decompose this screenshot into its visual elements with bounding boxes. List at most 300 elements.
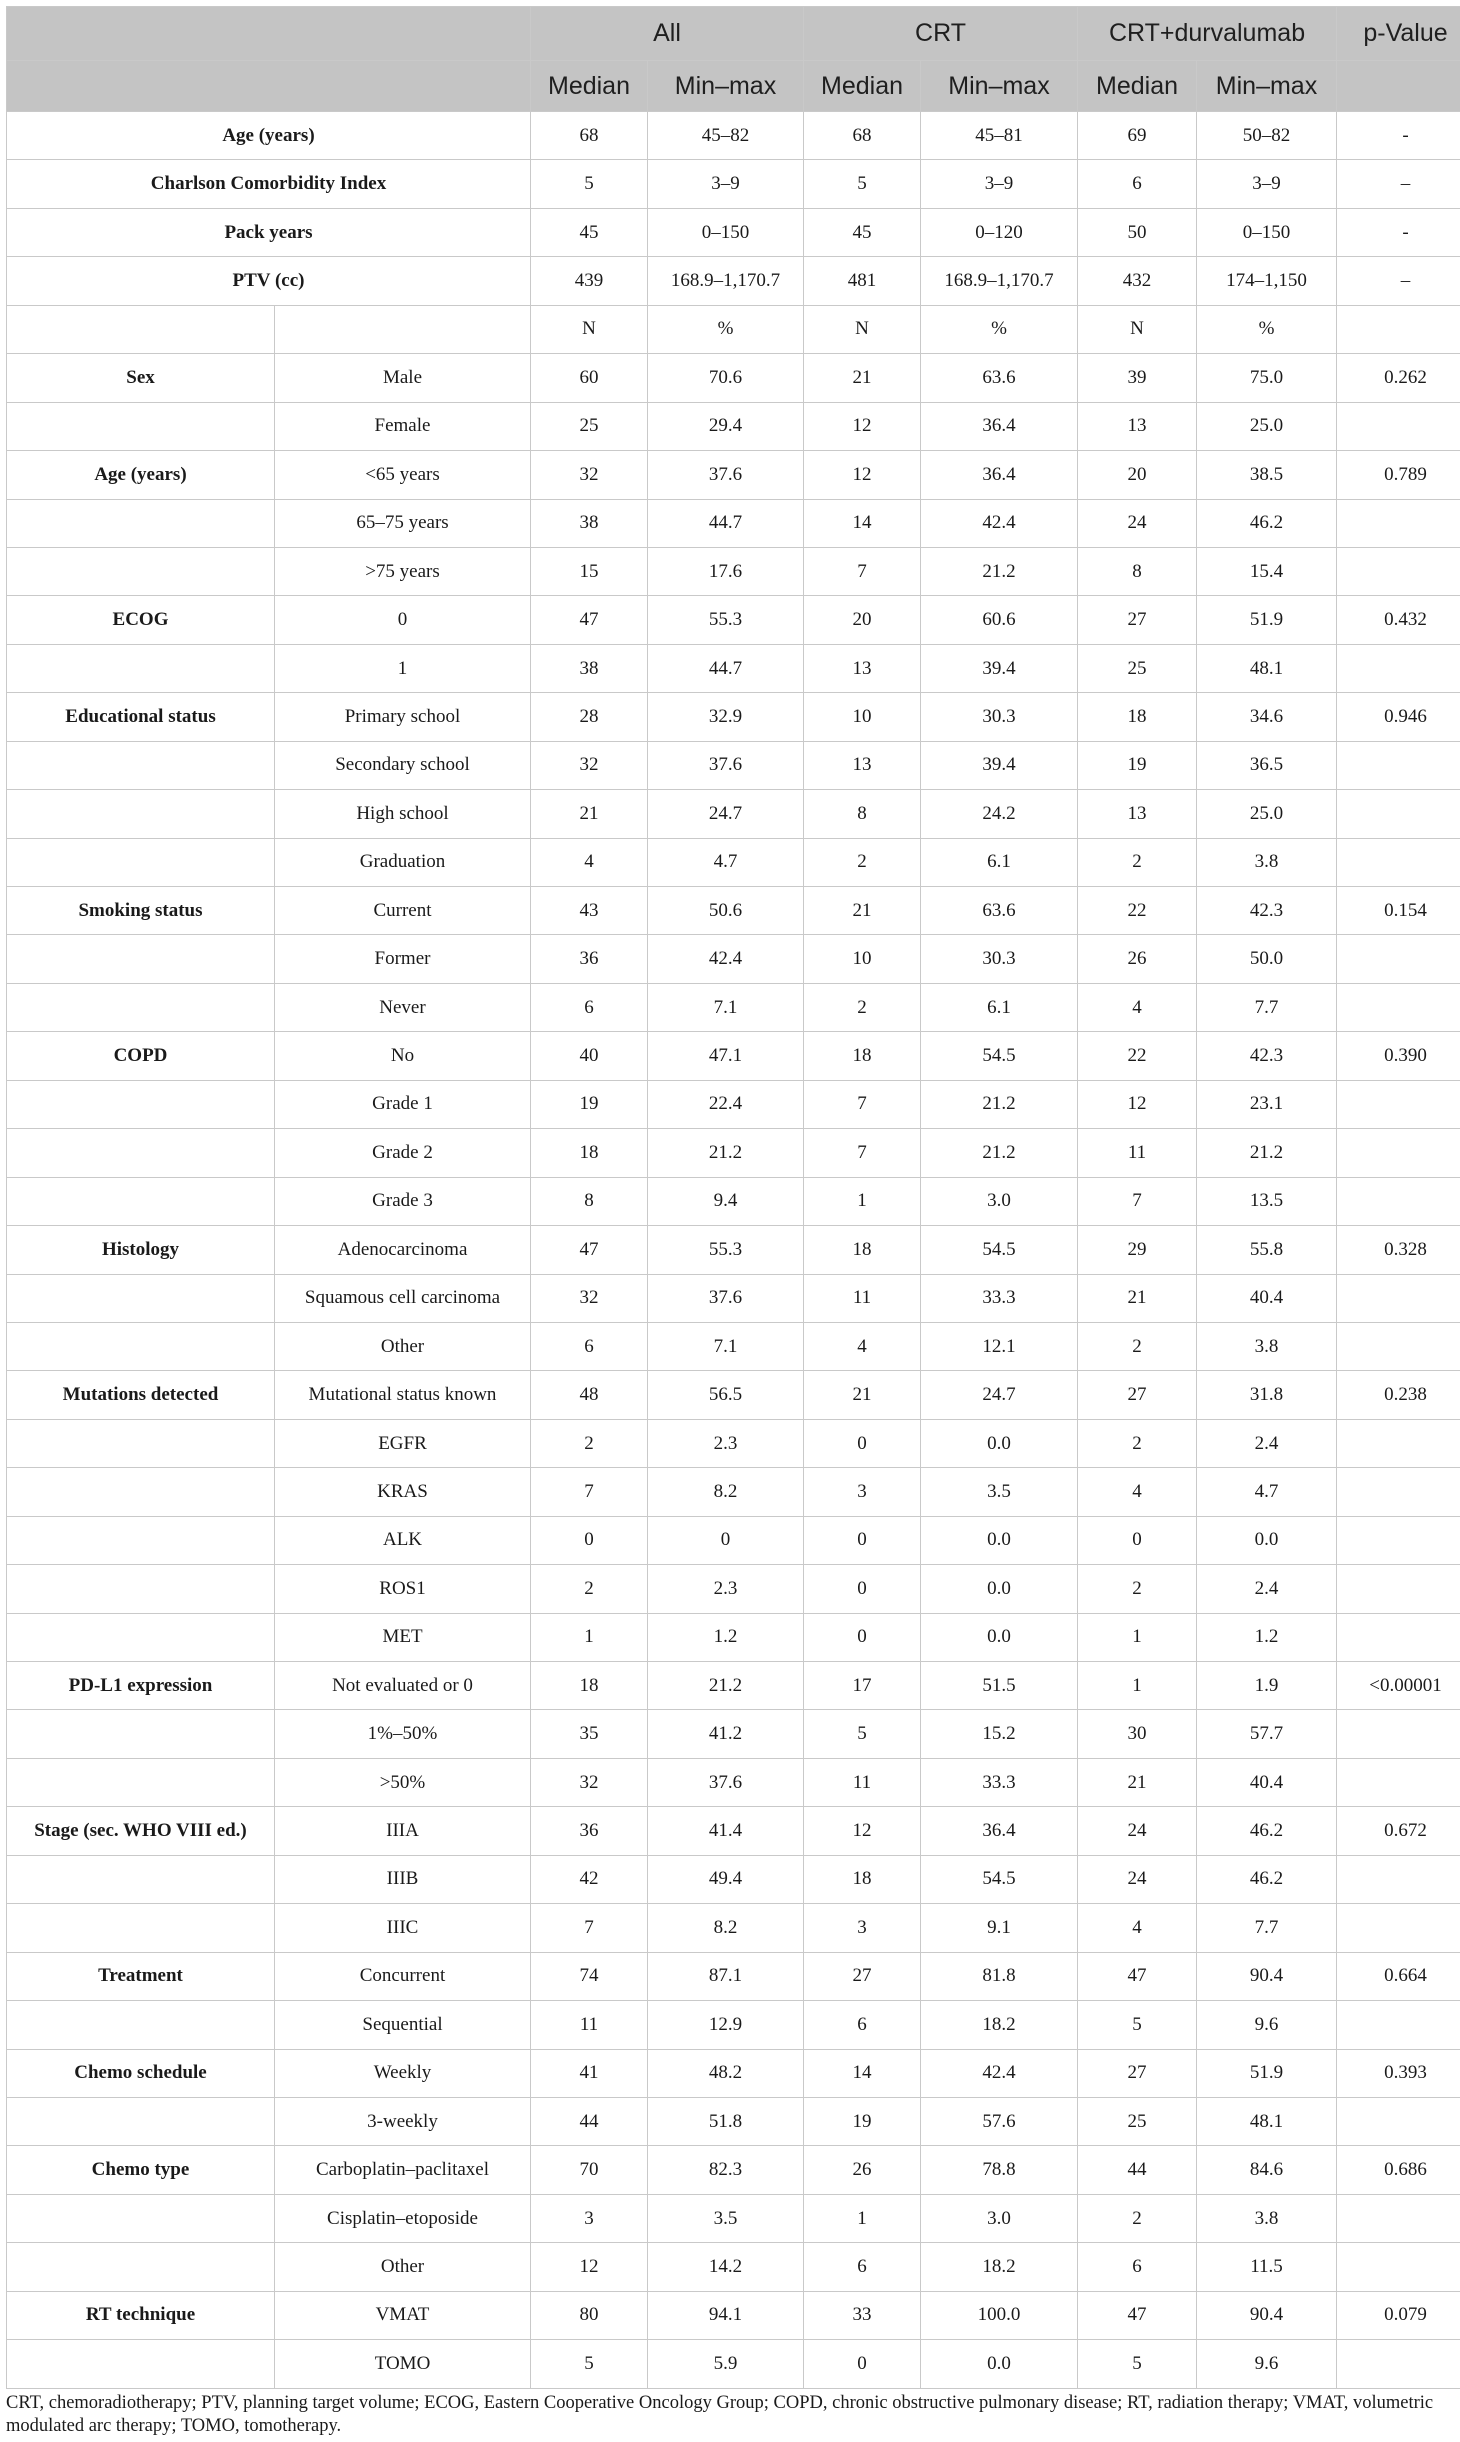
value-cell: 21: [531, 790, 648, 838]
table-row: [7, 1855, 1460, 1903]
subcategory-label: High school: [275, 790, 531, 838]
value-cell: 35: [531, 1710, 648, 1758]
table-row: [7, 2049, 1460, 2097]
value-cell: 2.4: [1197, 1565, 1337, 1613]
value-cell: 30.3: [921, 935, 1078, 983]
value-cell: 439: [531, 257, 648, 305]
subcategory-label: Primary school: [275, 693, 531, 741]
value-cell: 11.5: [1197, 2243, 1337, 2291]
value-cell: 0: [804, 1565, 921, 1613]
value-cell: 7: [804, 1080, 921, 1128]
value-cell: 39: [1078, 354, 1197, 402]
pvalue-cell: –: [1337, 160, 1460, 208]
pvalue-cell: [1337, 1758, 1460, 1806]
value-cell: 7.7: [1197, 983, 1337, 1031]
header-pvalue: p-Value: [1337, 7, 1460, 61]
value-cell: 40.4: [1197, 1758, 1337, 1806]
table-row: [7, 1516, 1460, 1564]
value-cell: 5: [531, 160, 648, 208]
empty-cell: [7, 1468, 275, 1516]
value-cell: 45–82: [648, 112, 804, 160]
value-cell: 9.6: [1197, 2001, 1337, 2049]
value-cell: 25: [531, 402, 648, 450]
category-label: RT technique: [7, 2291, 275, 2339]
value-cell: 74: [531, 1952, 648, 2000]
empty-cell: [7, 1904, 275, 1952]
table-body: [7, 112, 1460, 2389]
table-row: [7, 1710, 1460, 1758]
value-cell: 1: [1078, 1613, 1197, 1661]
value-cell: 30.3: [921, 693, 1078, 741]
table-row: [7, 451, 1460, 499]
pvalue-cell: [1337, 644, 1460, 692]
value-cell: 22: [1078, 887, 1197, 935]
value-cell: 36.4: [921, 402, 1078, 450]
header-group-crt: CRT: [804, 7, 1078, 61]
header-sub: Min–max: [648, 61, 804, 112]
value-cell: 12.9: [648, 2001, 804, 2049]
count-header-cell: N: [1078, 305, 1197, 353]
value-cell: 24.7: [648, 790, 804, 838]
pvalue-cell: [1337, 1177, 1460, 1225]
value-cell: 42.4: [648, 935, 804, 983]
empty-cell: [7, 2243, 275, 2291]
value-cell: 51.8: [648, 2097, 804, 2145]
row-label: Age (years): [7, 112, 531, 160]
value-cell: 24: [1078, 1807, 1197, 1855]
value-cell: 7: [531, 1468, 648, 1516]
pvalue-cell: –: [1337, 257, 1460, 305]
value-cell: 0.0: [921, 2340, 1078, 2388]
value-cell: 42: [531, 1855, 648, 1903]
subcategory-label: Mutational status known: [275, 1371, 531, 1419]
pvalue-cell: [1337, 1080, 1460, 1128]
value-cell: 9.1: [921, 1904, 1078, 1952]
category-label: Sex: [7, 354, 275, 402]
value-cell: 8: [804, 790, 921, 838]
pvalue-cell: 0.079: [1337, 2291, 1460, 2339]
value-cell: 48.1: [1197, 644, 1337, 692]
value-cell: 5: [1078, 2001, 1197, 2049]
value-cell: 18: [531, 1129, 648, 1177]
value-cell: 3.8: [1197, 838, 1337, 886]
value-cell: 68: [531, 112, 648, 160]
median-row: [7, 208, 1460, 256]
value-cell: 24: [1078, 1855, 1197, 1903]
value-cell: 40: [531, 1032, 648, 1080]
header-sub-row: [7, 61, 1460, 112]
value-cell: 27: [1078, 596, 1197, 644]
subcategory-label: Grade 2: [275, 1129, 531, 1177]
value-cell: 18.2: [921, 2243, 1078, 2291]
value-cell: 29: [1078, 1226, 1197, 1274]
value-cell: 8.2: [648, 1904, 804, 1952]
value-cell: 1.2: [648, 1613, 804, 1661]
table-row: [7, 2097, 1460, 2145]
header-sub: Median: [531, 61, 648, 112]
value-cell: 55.8: [1197, 1226, 1337, 1274]
value-cell: 21.2: [921, 1080, 1078, 1128]
count-header-row: [7, 305, 1460, 353]
subcategory-label: Grade 3: [275, 1177, 531, 1225]
value-cell: 6: [1078, 160, 1197, 208]
value-cell: 57.6: [921, 2097, 1078, 2145]
subcategory-label: Carboplatin–paclitaxel: [275, 2146, 531, 2194]
table-row: [7, 693, 1460, 741]
value-cell: 4: [1078, 1904, 1197, 1952]
value-cell: 5: [531, 2340, 648, 2388]
value-cell: 20: [1078, 451, 1197, 499]
table-row: [7, 644, 1460, 692]
value-cell: 44.7: [648, 644, 804, 692]
value-cell: 36: [531, 1807, 648, 1855]
pvalue-cell: [1337, 1419, 1460, 1467]
value-cell: 2: [1078, 838, 1197, 886]
value-cell: 7: [804, 1129, 921, 1177]
pvalue-cell: [1337, 983, 1460, 1031]
subcategory-label: Concurrent: [275, 1952, 531, 2000]
value-cell: 19: [531, 1080, 648, 1128]
table-row: [7, 547, 1460, 595]
empty-cell: [275, 305, 531, 353]
subcategory-label: Grade 1: [275, 1080, 531, 1128]
value-cell: 60.6: [921, 596, 1078, 644]
value-cell: 33.3: [921, 1274, 1078, 1322]
value-cell: 2: [531, 1565, 648, 1613]
value-cell: 4: [1078, 1468, 1197, 1516]
value-cell: 3.0: [921, 1177, 1078, 1225]
value-cell: 8: [1078, 547, 1197, 595]
value-cell: 55.3: [648, 596, 804, 644]
value-cell: 10: [804, 935, 921, 983]
value-cell: 3.8: [1197, 1322, 1337, 1370]
category-label: Treatment: [7, 1952, 275, 2000]
table-row: [7, 1129, 1460, 1177]
value-cell: 25: [1078, 644, 1197, 692]
subcategory-label: 1: [275, 644, 531, 692]
value-cell: 21: [1078, 1758, 1197, 1806]
value-cell: 10: [804, 693, 921, 741]
value-cell: 70.6: [648, 354, 804, 402]
value-cell: 90.4: [1197, 2291, 1337, 2339]
empty-cell: [7, 1710, 275, 1758]
empty-cell: [7, 2340, 275, 2388]
value-cell: 0–120: [921, 208, 1078, 256]
value-cell: 3: [531, 2194, 648, 2242]
value-cell: 54.5: [921, 1226, 1078, 1274]
value-cell: 1: [804, 1177, 921, 1225]
subcategory-label: 0: [275, 596, 531, 644]
value-cell: 25.0: [1197, 402, 1337, 450]
subcategory-label: 1%–50%: [275, 1710, 531, 1758]
pvalue-cell: 0.789: [1337, 451, 1460, 499]
value-cell: 37.6: [648, 741, 804, 789]
value-cell: 57.7: [1197, 1710, 1337, 1758]
value-cell: 46.2: [1197, 1807, 1337, 1855]
value-cell: 6: [804, 2001, 921, 2049]
value-cell: 0.0: [921, 1565, 1078, 1613]
value-cell: 15.4: [1197, 547, 1337, 595]
value-cell: 31.8: [1197, 1371, 1337, 1419]
value-cell: 8: [531, 1177, 648, 1225]
value-cell: 13.5: [1197, 1177, 1337, 1225]
value-cell: 36.4: [921, 1807, 1078, 1855]
value-cell: 54.5: [921, 1032, 1078, 1080]
value-cell: 25: [1078, 2097, 1197, 2145]
table-row: [7, 2243, 1460, 2291]
value-cell: 17.6: [648, 547, 804, 595]
value-cell: 2: [1078, 1419, 1197, 1467]
value-cell: 12: [1078, 1080, 1197, 1128]
value-cell: 24.2: [921, 790, 1078, 838]
value-cell: 41: [531, 2049, 648, 2097]
pvalue-cell: 0.672: [1337, 1807, 1460, 1855]
value-cell: 37.6: [648, 1274, 804, 1322]
header-sub: Min–max: [1197, 61, 1337, 112]
subcategory-label: IIIB: [275, 1855, 531, 1903]
value-cell: 12.1: [921, 1322, 1078, 1370]
subcategory-label: Sequential: [275, 2001, 531, 2049]
value-cell: 0: [804, 1613, 921, 1661]
value-cell: 0.0: [921, 1613, 1078, 1661]
value-cell: 24.7: [921, 1371, 1078, 1419]
table-row: [7, 596, 1460, 644]
value-cell: 21: [804, 354, 921, 402]
value-cell: 80: [531, 2291, 648, 2339]
value-cell: 32: [531, 741, 648, 789]
empty-cell: [7, 1758, 275, 1806]
table-row: [7, 499, 1460, 547]
value-cell: 3: [804, 1904, 921, 1952]
value-cell: 168.9–1,170.7: [921, 257, 1078, 305]
value-cell: 21: [804, 887, 921, 935]
table-row: [7, 2291, 1460, 2339]
value-cell: 40.4: [1197, 1274, 1337, 1322]
table-row: [7, 1371, 1460, 1419]
pvalue-cell: 0.664: [1337, 1952, 1460, 2000]
empty-cell: [7, 1080, 275, 1128]
value-cell: 4: [1078, 983, 1197, 1031]
value-cell: 2.3: [648, 1419, 804, 1467]
value-cell: 17: [804, 1662, 921, 1710]
pvalue-cell: 0.946: [1337, 693, 1460, 741]
value-cell: 27: [1078, 2049, 1197, 2097]
pvalue-cell: 0.154: [1337, 887, 1460, 935]
empty-cell: [7, 1419, 275, 1467]
value-cell: 9.4: [648, 1177, 804, 1225]
value-cell: 3: [804, 1468, 921, 1516]
empty-cell: [7, 741, 275, 789]
value-cell: 11: [804, 1758, 921, 1806]
value-cell: 13: [804, 644, 921, 692]
value-cell: 1.9: [1197, 1662, 1337, 1710]
empty-cell: [7, 1322, 275, 1370]
value-cell: 0: [648, 1516, 804, 1564]
value-cell: 4.7: [1197, 1468, 1337, 1516]
value-cell: 174–1,150: [1197, 257, 1337, 305]
value-cell: 0.0: [1197, 1516, 1337, 1564]
value-cell: 2: [531, 1419, 648, 1467]
empty-cell: [7, 1129, 275, 1177]
value-cell: 481: [804, 257, 921, 305]
table-row: [7, 1904, 1460, 1952]
header-corner: [7, 7, 531, 61]
value-cell: 47: [1078, 2291, 1197, 2339]
value-cell: 12: [804, 451, 921, 499]
pvalue-cell: [1337, 1322, 1460, 1370]
value-cell: 9.6: [1197, 2340, 1337, 2388]
value-cell: 26: [1078, 935, 1197, 983]
subcategory-label: IIIA: [275, 1807, 531, 1855]
header-group-all: All: [531, 7, 804, 61]
value-cell: 21.2: [921, 1129, 1078, 1177]
table-row: [7, 1177, 1460, 1225]
empty-cell: [7, 2001, 275, 2049]
value-cell: 27: [804, 1952, 921, 2000]
value-cell: 7: [804, 547, 921, 595]
value-cell: 8.2: [648, 1468, 804, 1516]
value-cell: 63.6: [921, 354, 1078, 402]
value-cell: 7: [531, 1904, 648, 1952]
value-cell: 28: [531, 693, 648, 741]
table-row: [7, 1565, 1460, 1613]
value-cell: 100.0: [921, 2291, 1078, 2339]
median-row: [7, 160, 1460, 208]
value-cell: 68: [804, 112, 921, 160]
value-cell: 6.1: [921, 983, 1078, 1031]
value-cell: 18: [804, 1032, 921, 1080]
subcategory-label: Adenocarcinoma: [275, 1226, 531, 1274]
value-cell: 44.7: [648, 499, 804, 547]
value-cell: 3–9: [1197, 160, 1337, 208]
empty-cell: [7, 983, 275, 1031]
subcategory-label: Never: [275, 983, 531, 1031]
value-cell: 4.7: [648, 838, 804, 886]
row-label: Pack years: [7, 208, 531, 256]
value-cell: 0–150: [648, 208, 804, 256]
value-cell: 2: [804, 838, 921, 886]
median-row: [7, 257, 1460, 305]
value-cell: 87.1: [648, 1952, 804, 2000]
value-cell: 11: [1078, 1129, 1197, 1177]
empty-cell: [7, 499, 275, 547]
value-cell: 54.5: [921, 1855, 1078, 1903]
value-cell: 5: [804, 160, 921, 208]
value-cell: 70: [531, 2146, 648, 2194]
value-cell: 18.2: [921, 2001, 1078, 2049]
table-row: [7, 1662, 1460, 1710]
value-cell: 0–150: [1197, 208, 1337, 256]
category-label: PD-L1 expression: [7, 1662, 275, 1710]
subcategory-label: Squamous cell carcinoma: [275, 1274, 531, 1322]
subcategory-label: Cisplatin–etoposide: [275, 2194, 531, 2242]
pvalue-cell: 0.432: [1337, 596, 1460, 644]
header-sub-pvalue: [1337, 61, 1460, 112]
table-row: [7, 1468, 1460, 1516]
table-row: [7, 838, 1460, 886]
count-header-cell: N: [531, 305, 648, 353]
value-cell: 26: [804, 2146, 921, 2194]
empty-cell: [7, 305, 275, 353]
value-cell: 49.4: [648, 1855, 804, 1903]
empty-cell: [7, 1855, 275, 1903]
value-cell: 44: [531, 2097, 648, 2145]
pvalue-cell: [1337, 838, 1460, 886]
pvalue-cell: -: [1337, 208, 1460, 256]
value-cell: 14: [804, 499, 921, 547]
median-row: [7, 112, 1460, 160]
value-cell: 22.4: [648, 1080, 804, 1128]
empty-cell: [7, 547, 275, 595]
value-cell: 19: [804, 2097, 921, 2145]
pvalue-cell: 0.390: [1337, 1032, 1460, 1080]
subcategory-label: Other: [275, 1322, 531, 1370]
value-cell: 3–9: [648, 160, 804, 208]
subcategory-label: Not evaluated or 0: [275, 1662, 531, 1710]
value-cell: 1: [804, 2194, 921, 2242]
value-cell: 42.3: [1197, 887, 1337, 935]
value-cell: 37.6: [648, 451, 804, 499]
empty-cell: [7, 1613, 275, 1661]
pvalue-cell: 0.238: [1337, 1371, 1460, 1419]
value-cell: 21.2: [921, 547, 1078, 595]
value-cell: 50: [1078, 208, 1197, 256]
subcategory-label: Graduation: [275, 838, 531, 886]
category-label: ECOG: [7, 596, 275, 644]
value-cell: 3.8: [1197, 2194, 1337, 2242]
header-group-row: [7, 7, 1460, 61]
pvalue-cell: 0.328: [1337, 1226, 1460, 1274]
value-cell: 36.5: [1197, 741, 1337, 789]
value-cell: 2.3: [648, 1565, 804, 1613]
value-cell: 42.4: [921, 499, 1078, 547]
table-row: [7, 1032, 1460, 1080]
value-cell: 0.0: [921, 1516, 1078, 1564]
patient-characteristics-table: [6, 6, 1460, 2389]
table-row: [7, 1807, 1460, 1855]
empty-cell: [7, 790, 275, 838]
value-cell: 6: [1078, 2243, 1197, 2291]
value-cell: 38.5: [1197, 451, 1337, 499]
value-cell: 0: [1078, 1516, 1197, 1564]
table-row: [7, 1322, 1460, 1370]
value-cell: 6: [531, 1322, 648, 1370]
header-group-crt-durvalumab: CRT+durvalumab: [1078, 7, 1337, 61]
subcategory-label: KRAS: [275, 1468, 531, 1516]
table-row: [7, 1226, 1460, 1274]
value-cell: 11: [804, 1274, 921, 1322]
value-cell: 36: [531, 935, 648, 983]
value-cell: 21: [1078, 1274, 1197, 1322]
value-cell: 432: [1078, 257, 1197, 305]
value-cell: 1.2: [1197, 1613, 1337, 1661]
value-cell: 6: [804, 2243, 921, 2291]
pvalue-cell: [1337, 790, 1460, 838]
empty-cell: [7, 1177, 275, 1225]
pvalue-cell: 0.393: [1337, 2049, 1460, 2097]
subcategory-label: Male: [275, 354, 531, 402]
value-cell: 7.1: [648, 1322, 804, 1370]
category-label: Mutations detected: [7, 1371, 275, 1419]
value-cell: 7: [1078, 1177, 1197, 1225]
subcategory-label: 65–75 years: [275, 499, 531, 547]
pvalue-cell: [1337, 2194, 1460, 2242]
value-cell: 2: [1078, 2194, 1197, 2242]
value-cell: 47: [1078, 1952, 1197, 2000]
value-cell: 38: [531, 644, 648, 692]
value-cell: 12: [531, 2243, 648, 2291]
value-cell: 32: [531, 1274, 648, 1322]
